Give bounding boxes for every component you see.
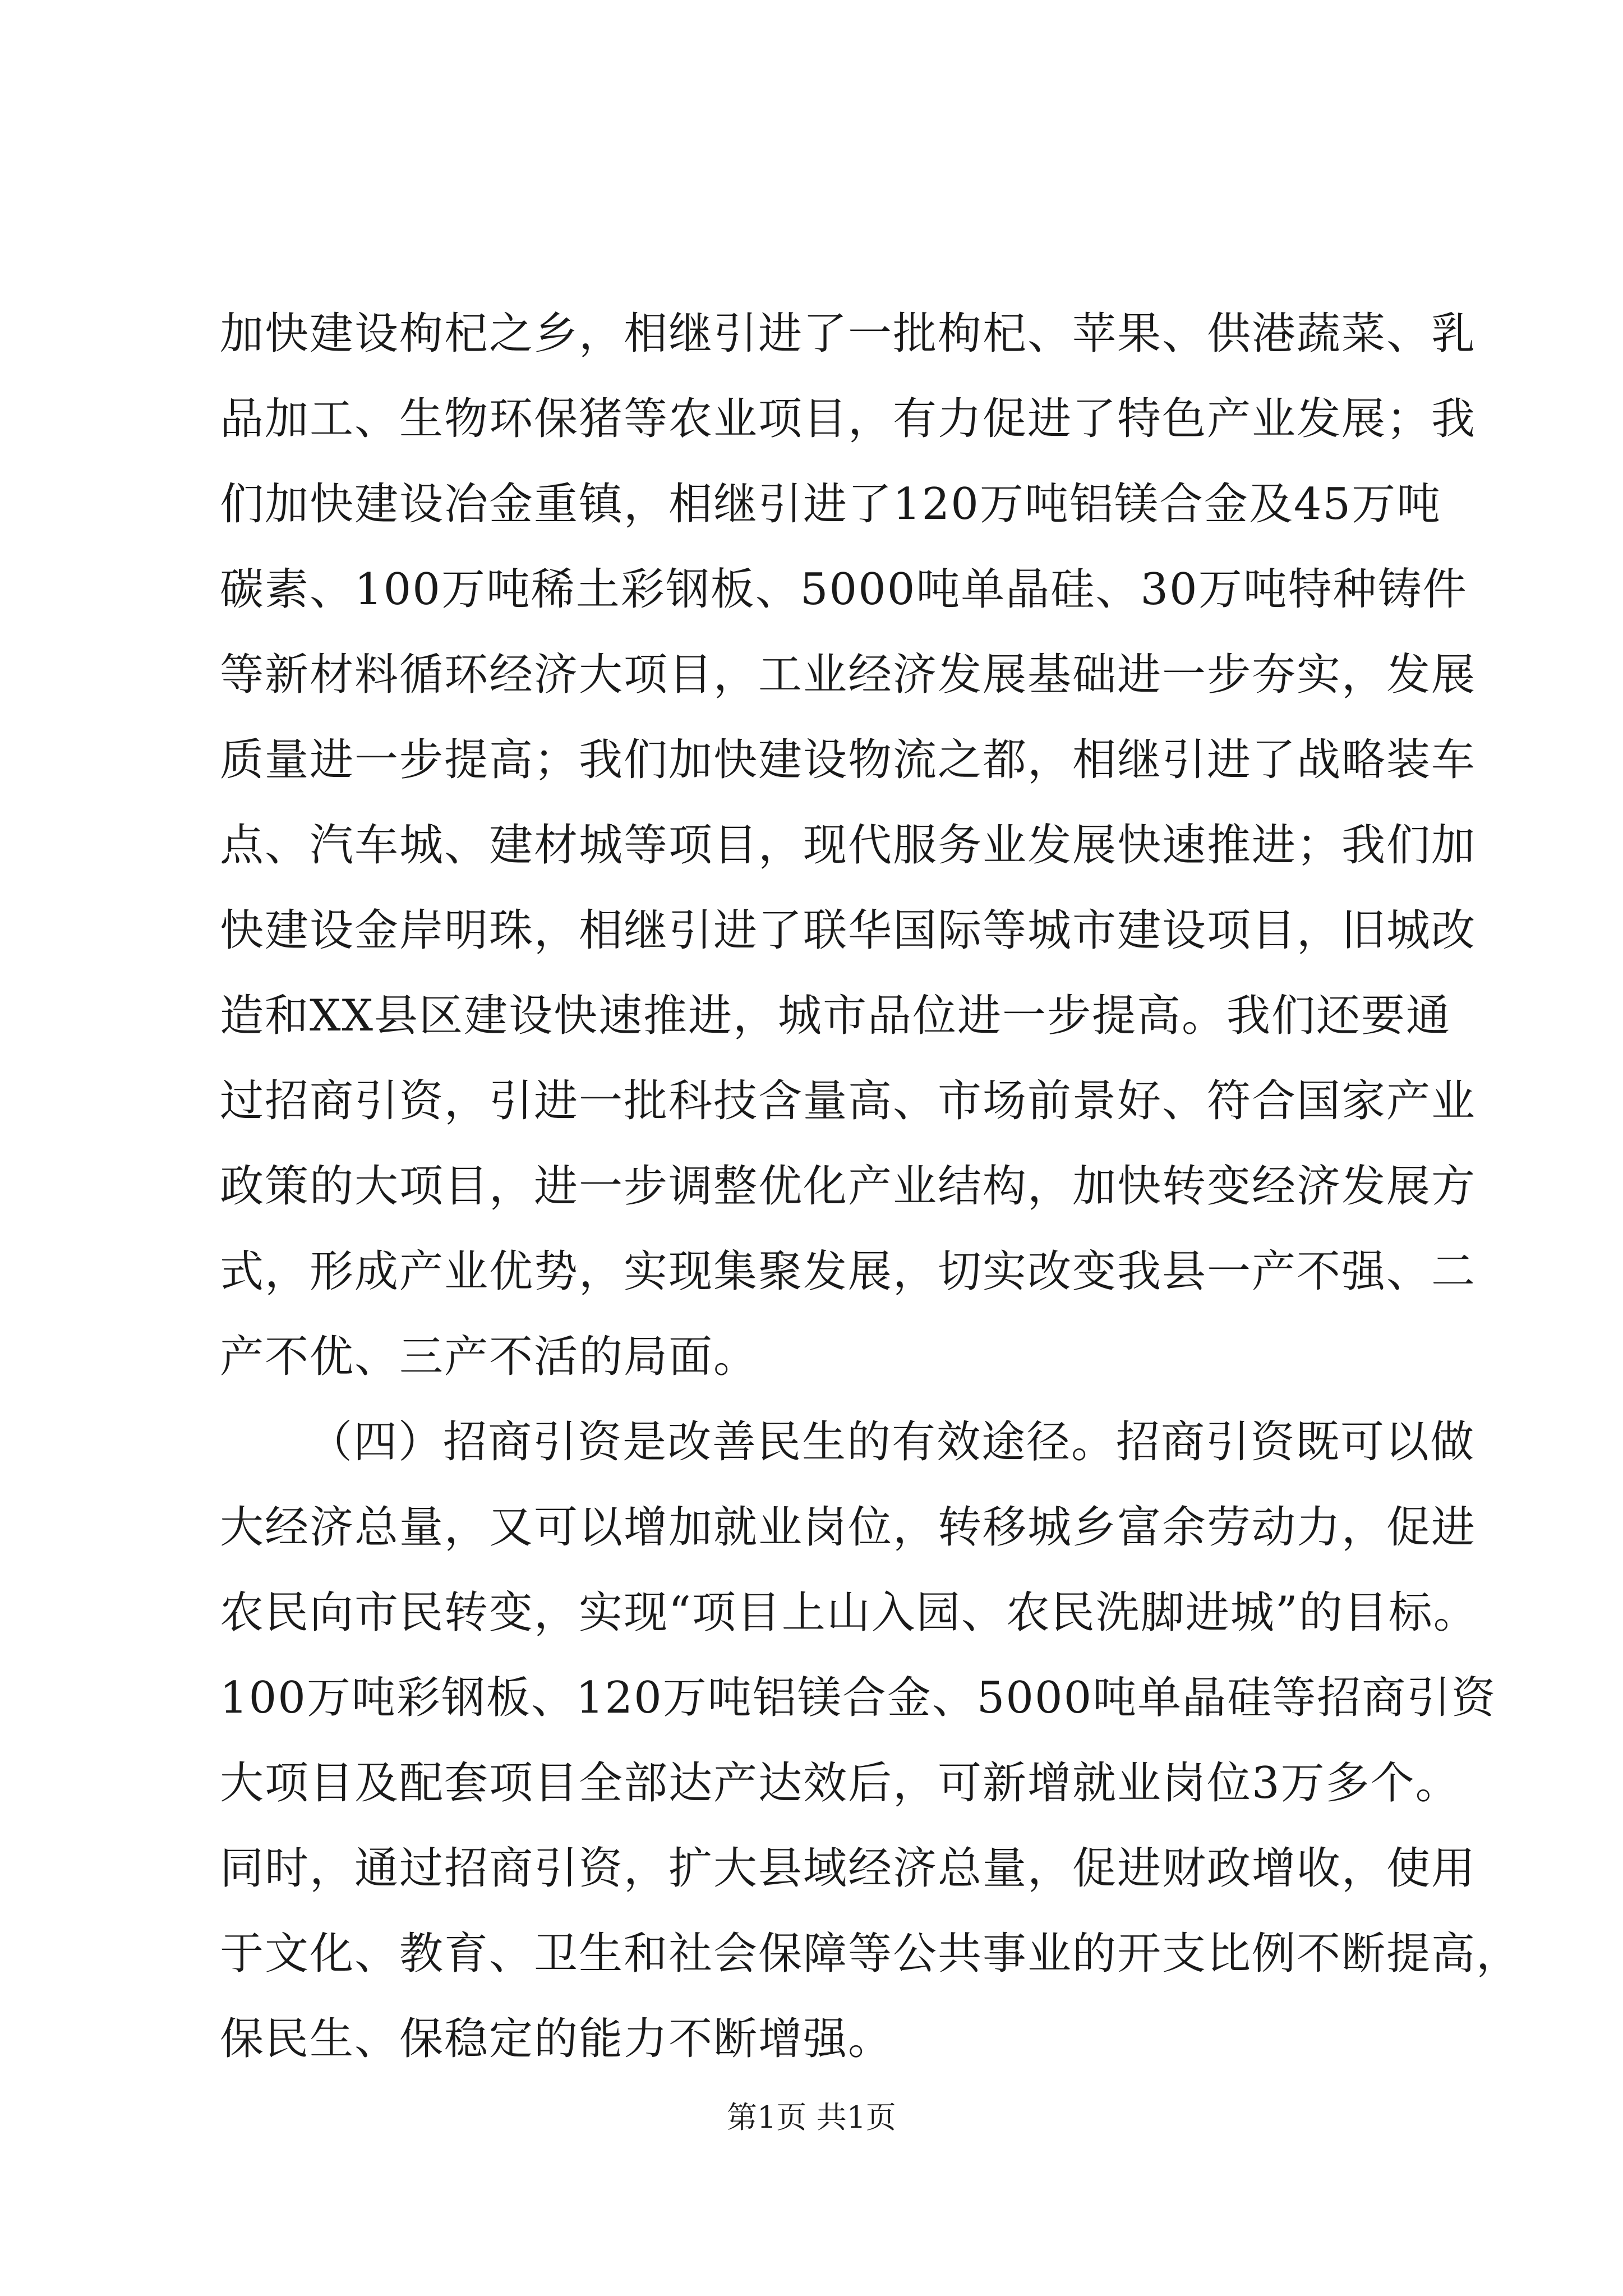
body-text-line: 碳素、100万吨稀土彩钢板、5000吨单晶硅、30万吨特种铸件 [220,564,1468,615]
body-text-line: 等新材料循环经济大项目，工业经济发展基础进一步夯实，发展 [220,650,1477,700]
paragraph-heading-line: （四）招商引资是改善民生的有效途径。招商引资既可以做 [308,1417,1476,1467]
body-text-line: 大项目及配套项目全部达产达效后，可新增就业岗位3万多个。 [220,1758,1460,1809]
body-text-line: 于文化、教育、卫生和社会保障等公共事业的开支比例不断提高， [220,1929,1521,1979]
body-text-line: 们加快建设冶金重镇，相继引进了120万吨铝镁合金及45万吨 [220,479,1442,530]
body-text-line: 点、汽车城、建材城等项目，现代服务业发展快速推进；我们加 [220,820,1477,871]
body-text-line: 造和XX县区建设快速推进，城市品位进一步提高。我们还要通 [220,991,1451,1041]
body-text-line: 产不优、三产不活的局面。 [220,1332,759,1382]
body-text-line: 保民生、保稳定的能力不断增强。 [220,2014,893,2064]
body-text-line: 加快建设枸杞之乡，相继引进了一批枸杞、苹果、供港蔬菜、乳 [220,309,1477,359]
body-text-line: 100万吨彩钢板、120万吨铝镁合金、5000吨单晶硅等招商引资 [220,1673,1497,1723]
body-text-line: 式，形成产业优势，实现集聚发展，切实改变我县一产不强、二 [220,1246,1477,1297]
body-text-line: 快建设金岸明珠，相继引进了联华国际等城市建设项目，旧城改 [220,905,1477,956]
body-text-line: 政策的大项目，进一步调整优化产业结构，加快转变经济发展方 [220,1161,1477,1212]
body-text-line: 品加工、生物环保猪等农业项目，有力促进了特色产业发展；我 [220,394,1477,444]
page-footer: 第1页 共1页 [727,2100,896,2135]
body-text-line: 质量进一步提高；我们加快建设物流之都，相继引进了战略装车 [220,735,1477,785]
body-text-line: 同时，通过招商引资，扩大县域经济总量，促进财政增收，使用 [220,1843,1477,1894]
body-text-line: 农民向市民转变，实现“项目上山入园、农民洗脚进城”的目标。 [220,1588,1478,1638]
body-text-line: 大经济总量，又可以增加就业岗位，转移城乡富余劳动力，促进 [220,1502,1477,1553]
body-text-line: 过招商引资，引进一批科技含量高、市场前景好、符合国家产业 [220,1076,1477,1126]
